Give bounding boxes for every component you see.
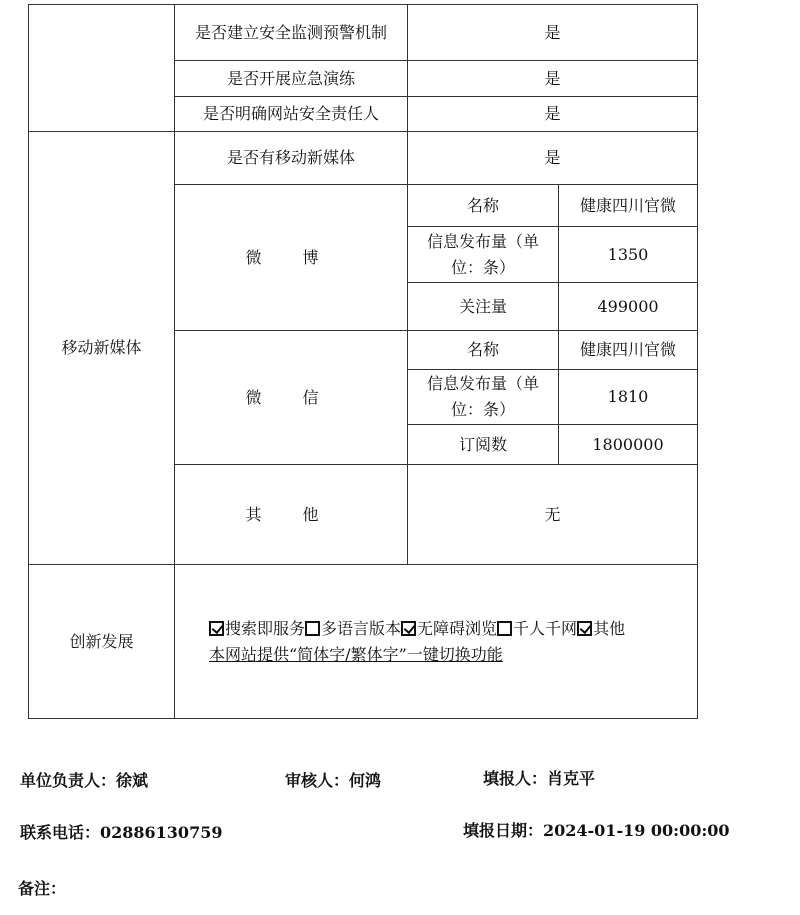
weixin-sub-value: 1800000 xyxy=(559,425,698,465)
drill-value: 是 xyxy=(408,61,698,97)
option-accessibility[interactable]: 无障碍浏览 xyxy=(401,619,497,638)
weibo-posts-value: 1350 xyxy=(559,227,698,283)
other-value: 无 xyxy=(408,465,698,565)
weibo-label: 微 博 xyxy=(175,185,408,331)
checkbox-checked-icon[interactable] xyxy=(577,621,592,636)
mobile-has-value: 是 xyxy=(408,132,698,185)
drill-label: 是否开展应急演练 xyxy=(175,61,408,97)
remarks: 备注： xyxy=(18,879,67,898)
weibo-follow-value: 499000 xyxy=(559,283,698,331)
weibo-name-value: 健康四川官微 xyxy=(559,185,698,227)
mobile-has-label: 是否有移动新媒体 xyxy=(175,132,408,185)
reviewer: 审核人：何鸿 xyxy=(285,771,382,790)
phone: 联系电话：02886130759 xyxy=(20,823,223,842)
report-table xyxy=(28,4,698,719)
innovation-other-text: 本网站提供“简体字/繁体字”一键切换功能 xyxy=(209,644,503,664)
weixin-posts-label: 信息发布量（单位：条） xyxy=(408,370,559,425)
responsible-value: 是 xyxy=(408,97,698,132)
other-label: 其 他 xyxy=(175,465,408,565)
innovation-section-label: 创新发展 xyxy=(29,565,175,719)
weixin-sub-label: 订阅数 xyxy=(408,425,559,465)
weixin-posts-value: 1810 xyxy=(559,370,698,425)
checkbox-unchecked-icon[interactable] xyxy=(497,621,512,636)
mobile-section-label: 移动新媒体 xyxy=(29,132,175,565)
monitoring-value: 是 xyxy=(408,5,698,61)
responsible-label: 是否明确网站安全责任人 xyxy=(175,97,408,132)
option-multilingual[interactable]: 多语言版本 xyxy=(305,619,401,638)
weibo-posts-label: 信息发布量（单位：条） xyxy=(408,227,559,283)
weixin-name-label: 名称 xyxy=(408,331,559,370)
monitoring-label: 是否建立安全监测预警机制 xyxy=(175,5,408,61)
weibo-follow-label: 关注量 xyxy=(408,283,559,331)
unit-head: 单位负责人：徐斌 xyxy=(20,771,149,790)
innovation-cell xyxy=(175,565,698,719)
fill-date: 填报日期：2024-01-19 00:00:00 xyxy=(463,821,730,840)
weixin-name-value: 健康四川官微 xyxy=(559,331,698,370)
weibo-name-label: 名称 xyxy=(408,185,559,227)
option-personalized[interactable]: 千人千网 xyxy=(497,619,577,638)
weixin-label: 微 信 xyxy=(175,331,408,465)
blank-section-cell xyxy=(29,5,175,132)
option-other[interactable]: 其他 xyxy=(577,619,625,638)
checkbox-unchecked-icon[interactable] xyxy=(305,621,320,636)
filler: 填报人：肖克平 xyxy=(483,769,596,788)
checkbox-checked-icon[interactable] xyxy=(209,621,224,636)
checkbox-checked-icon[interactable] xyxy=(401,621,416,636)
option-search-service[interactable]: 搜索即服务 xyxy=(209,619,305,638)
innovation-options xyxy=(209,616,691,642)
